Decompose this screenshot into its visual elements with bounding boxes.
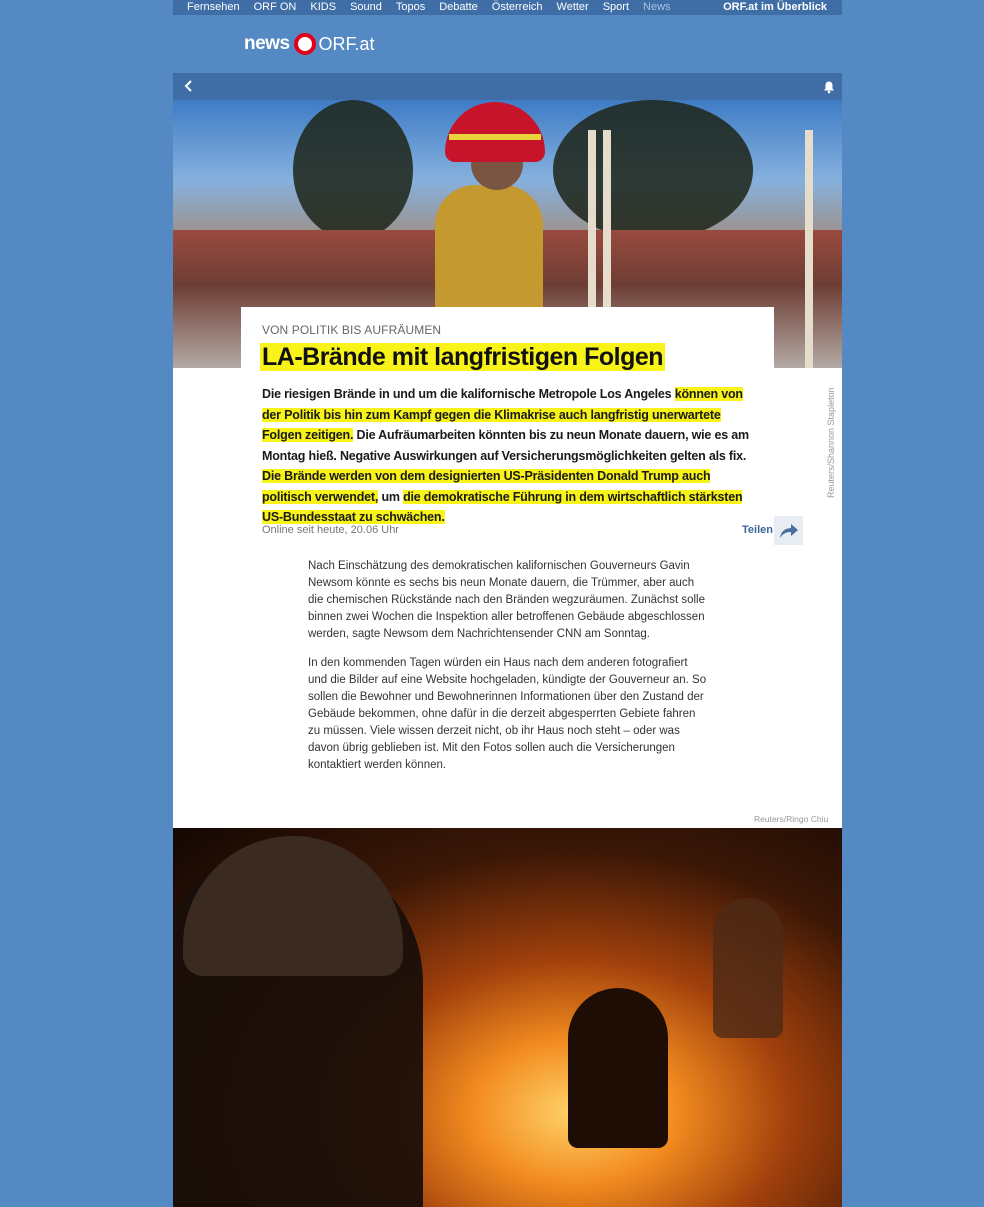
firefighter-silhouette-center	[568, 988, 668, 1148]
nav-orf-on[interactable]: ORF ON	[253, 1, 297, 13]
lead-highlight-3: die demokratische Führung in dem wirtschaftlich stärksten US-Bundesstaat zu schwächen.	[262, 489, 743, 524]
nav-fernsehen[interactable]: Fernsehen	[187, 1, 240, 13]
article-body	[308, 558, 708, 786]
published-time: Online seit heute, 20.06 Uhr	[262, 524, 399, 536]
hero-image-fire-night	[173, 828, 842, 1207]
helmet-stripe	[449, 134, 541, 140]
nav-wetter[interactable]: Wetter	[556, 1, 589, 13]
share-button[interactable]	[774, 516, 803, 545]
nav-topos[interactable]: Topos	[395, 1, 426, 13]
lead-highlight-1: können von der Politik bis hin zum Kampf gegen die Klimakrise auch langfristig unerwartete Folgen zeitigen.	[262, 387, 743, 442]
site-logo[interactable]	[244, 30, 375, 58]
nav-oesterreich[interactable]: Österreich	[491, 1, 543, 13]
nav-debatte[interactable]: Debatte	[439, 1, 478, 13]
nav-sport[interactable]: Sport	[602, 1, 630, 13]
share-arrow-icon	[779, 523, 799, 539]
body-paragraph-2: In den kommenden Tagen würden ein Haus nach dem anderen fotografiert und die Bilder auf eine Website hochgeladen, kündigte der Gouverneur an. So sollen die Bewohner und Bewohnerinnen Informationen über den Zustand der Gebäude bekommen, ohne dafür in die derzeit abgesperrten Gebiete fahren zu müssen. Viele wissen derzeit nicht, ob ihr Haus noch steht – oder was davon übrig geblieben ist. Mit den Fotos sollen auch die Versicherungen kontaktiert werden können.	[308, 657, 707, 771]
lead-highlight-2: Die Brände werden von dem designierten US-Präsidenten Donald Trump auch politisch verwendet,	[262, 469, 711, 504]
body-paragraph-1: Nach Einschätzung des demokratischen kalifornischen Gouverneurs Gavin Newsom könnte es sechs bis neun Monate dauern, die Trümmer, aber auch die chemischen Rückstände nach den Bränden wegzuräumen. Zunächst solle binnen zwei Wochen die Inspektion aller betroffenen Gebäude abgeschlossen werden, sagte Newsom dem Nachrichtensender CNN am Sonntag.	[308, 560, 705, 640]
image-credit-2: Reuters/Ringo Chiu	[754, 814, 829, 824]
lead-part-1: Die riesigen Brände in und um die kalifornische Metropole Los Angeles	[262, 387, 675, 401]
headline-text: LA-Brände mit langfristigen Folgen	[262, 343, 664, 371]
app-bar	[173, 73, 842, 100]
post-shape	[805, 130, 813, 368]
logo-orf-text: ORF.at	[318, 33, 375, 54]
back-arrow-icon[interactable]	[181, 78, 197, 94]
article-lead	[262, 384, 757, 528]
nav-kids[interactable]: KIDS	[310, 1, 337, 13]
bell-icon[interactable]	[822, 80, 836, 94]
article-kicker: VON POLITIK BIS AUFRÄUMEN	[262, 323, 442, 337]
firefighter-helmet	[445, 102, 545, 162]
lead-part-2: Die Aufräumarbeiten könnten bis zu neun Monate dauern, wie es am Montag hieß. Negative Auswirkungen auf Versicherungsmöglichkeiten gelten als fix.	[262, 428, 749, 463]
lead-part-3: um	[378, 489, 404, 504]
firefighter-silhouette-right	[713, 898, 783, 1038]
article-headline	[260, 343, 665, 372]
foreground-helmet	[183, 836, 403, 976]
share-label[interactable]: Teilen	[742, 524, 773, 536]
tree-shape	[293, 100, 413, 240]
nav-overview[interactable]: ORF.at im Überblick	[723, 1, 827, 13]
tree-shape	[553, 100, 753, 240]
logo-news-text: news	[244, 33, 290, 54]
top-navigation	[173, 0, 842, 15]
nav-sound[interactable]: Sound	[350, 1, 382, 13]
orf-ring-icon	[294, 33, 316, 55]
nav-news[interactable]: News	[643, 1, 671, 13]
image-credit-1: Reuters/Shannon Stapleton	[826, 387, 836, 498]
